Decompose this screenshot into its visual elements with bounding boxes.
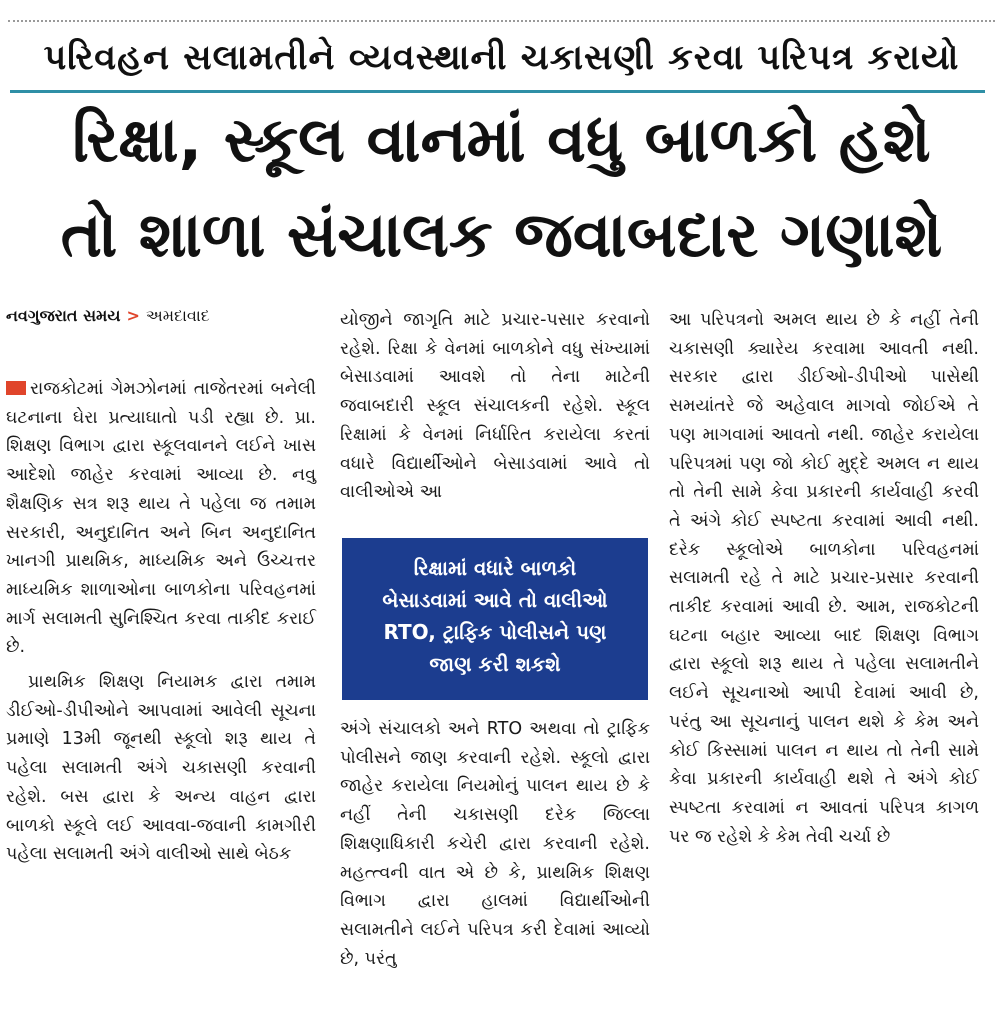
byline [6,306,210,326]
column-1-paragraph-1-text: રાજકોટમાં ગેમઝોનમાં તાજેતરમાં બનેલી ઘટનાના ઘેરા પ્રત્યાઘાતો પડી રહ્યા છે. પ્રા. શિક્ષણ વિભાગ દ્વારા સ્કૂલવાનને લઈને ખાસ આદેશો જાહેર કરવામાં આવ્યા છે. નવુ શૈક્ષણિક સત્ર શરૂ થાય તે પહેલા જ તમામ સરકારી, અનુદાનિત અને બિન અનુદાનિત ખાનગી પ્રાથમિક, માધ્યમિક અને ઉચ્ચત્તર માધ્યમિક શાળાઓના બાળકોના પરિવહનમાં માર્ગ સલામતી સુનિશ્ચિત કરવા તાકીદ કરાઈ છે. [6,379,316,658]
column-1-paragraph-2: પ્રાથમિક શિક્ષણ નિયામક દ્વારા તમામ ડીઈઓ-ડીપીઓને આપવામાં આવેલી સૂચના પ્રમાણે 13મી જૂનથી સ્કૂલો શરૂ થાય તે પહેલા સલામતી અંગે ચકાસણી કરવાની રહેશે. બસ દ્વારા કે અન્ય વાહન દ્વારા બાળકો સ્કૂલે લઈ આવવા-જવાની કામગીરી પહેલા સલામતી અંગે વાલીઓ સાથે બેઠક [6,672,316,865]
byline-location: અમદાવાદ [145,306,210,325]
callout-line-1: રિક્ષામાં વધારે બાળકો [413,556,577,580]
column-1-paragraph-1 [6,375,316,662]
article-column-1 [6,375,316,869]
top-dotted-rule [8,20,995,22]
paragraph-start-marker [6,381,26,395]
byline-separator: > [126,306,140,325]
article-column-2-bottom [340,715,650,973]
article-column-3 [669,306,979,851]
headline-line-2: તો શાળા સંચાલક જવાબદાર ગણાશે [60,198,943,271]
kicker-divider [10,90,985,93]
column-2-paragraph-top: યોજીને જાગૃતિ માટે પ્રચાર-પસાર કરવાનો રહેશે. રિક્ષા કે વેનમાં બાળકોને વધુ સંખ્યામાં બેસાડવામાં આવશે તો તેના માટેની જવાબદારી સ્કૂલ સંચાલકની રહેશે. સ્કૂલ રિક્ષામાં કે વેનમાં નિર્ધારિત કરાયેલા કરતાં વધારે વિદ્યાર્થીઓને બેસાડવામાં આવે તો વાલીઓએ આ [340,310,650,503]
highlight-callout-box [342,538,648,700]
article-column-2-top [340,306,650,507]
callout-line-3: RTO, ટ્રાફિક પોલીસને પણ [383,620,607,644]
callout-line-2: બેસાડવામાં આવે તો વાલીઓ [382,588,608,612]
column-2-paragraph-bottom: અંગે સંચાલકો અને RTO અથવા તો ટ્રાફિક પોલીસને જાણ કરવાની રહેશે. સ્કૂલો દ્વારા જાહેર કરાયેલા નિયમોનું પાલન થાય છે કે નહીં તેની ચકાસણી દરેક જિલ્લા શિક્ષણાધિકારી કચેરી દ્વારા કરવાની રહેશે. મહત્ત્વની વાત એ છે કે, પ્રાથમિક શિક્ષણ વિભાગ દ્વારા હાલમાં વિદ્યાર્થીઓની સલામતીને લઈને પરિપત્ર કરી દેવામાં આવ્યો છે, પરંતુ [340,719,650,969]
headline-line-1: રિક્ષા, સ્કૂલ વાનમાં વધુ બાળકો હશે [72,103,931,176]
kicker-headline: પરિવહન સલામતીને વ્યવસ્થાની ચકાસણી કરવા પરિપત્ર કરાયો [43,38,960,78]
byline-source: નવગુજરાત સમય [6,306,121,325]
column-3-paragraph: આ પરિપત્રનો અમલ થાય છે કે નહીં તેની ચકાસણી ક્યારેય કરવામા આવતી નથી. સરકાર દ્વારા ડીઈઓ-ડીપીઓ પાસેથી સમયાંતરે જે અહેવાલ માગવો જોઈએ તે પણ માગવામાં આવતો નથી. જાહેર કરાયેલા પરિપત્રમાં પણ જો કોઈ મુદ્દે અમલ ન થાય તો તેની સામે કેવા પ્રકારની કાર્યવાહી કરવી તે અંગે કોઈ સ્પષ્ટતા કરવામાં આવી નથી. દરેક સ્કૂલોએ બાળકોના પરિવહનમાં સલામતી રહે તે માટે પ્રચાર-પ્રસાર કરવાની તાકીદ કરવામાં આવી છે. આમ, રાજકોટની ઘટના બહાર આવ્યા બાદ શિક્ષણ વિભાગ દ્વારા સ્કૂલો શરૂ થાય તે પહેલા સલામતીને લઈને સૂચનાઓ આપી દેવામાં આવી છે, પરંતુ આ સૂચનાનું પાલન થશે કે કેમ અને કોઈ કિસ્સામાં પાલન ન થાય તો તેની સામે કેવા પ્રકારની કાર્યવાહી થશે તે અંગે કોઈ સ્પષ્ટતા કરવામાં ન આવતાં પરિપત્ર કાગળ પર જ રહેશે કે કેમ તેવી ચર્ચા છે [669,310,979,847]
callout-line-4: જાણ કરી શકશે [429,652,561,676]
